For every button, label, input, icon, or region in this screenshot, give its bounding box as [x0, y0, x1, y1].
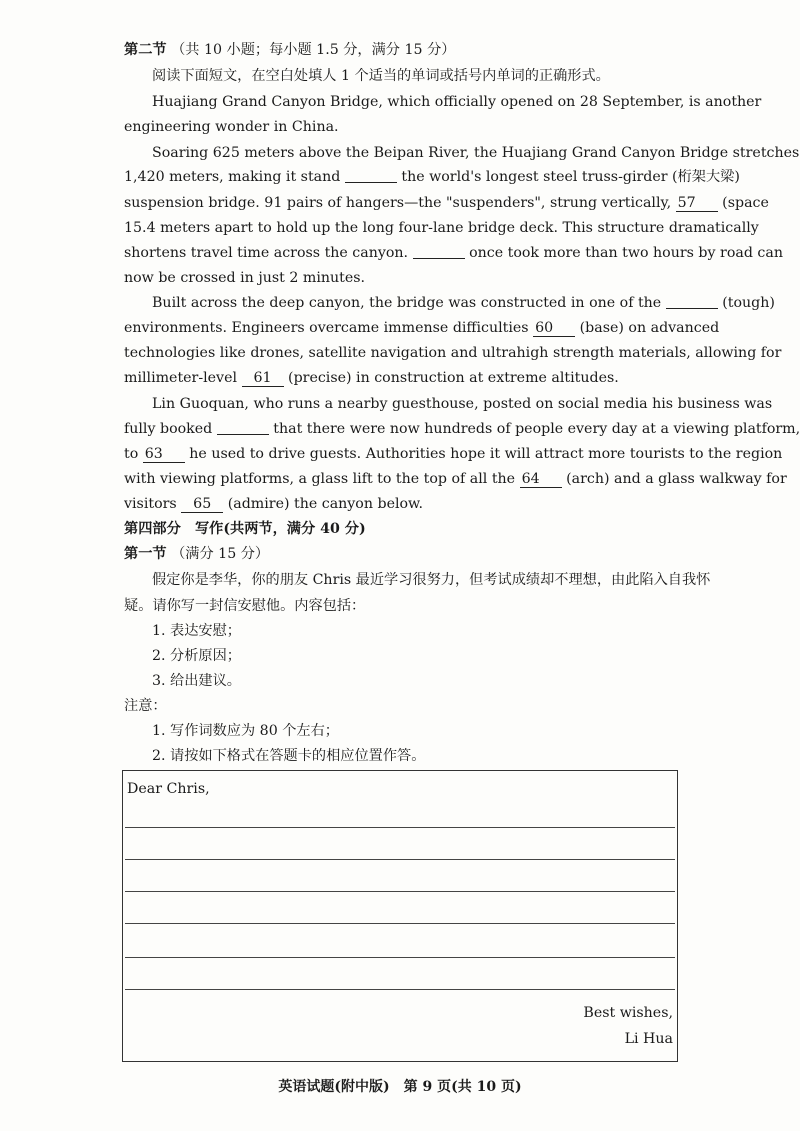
- note-item: 1. 写作词数应为 80 个左右；: [152, 723, 339, 739]
- writing-line: [125, 957, 675, 958]
- passage-line: 15.4 meters apart to hold up the long four-lane bridge deck. This structure dramatically: [124, 220, 759, 236]
- page-footer: 英语试题(附中版) 第 9 页(共 10 页): [278, 1079, 522, 1095]
- passage-line: Soaring 625 meters above the Beipan River, the Huajiang Grand Canyon Bridge stretches: [152, 145, 800, 161]
- answer-blank-63: 63: [143, 446, 185, 463]
- passage-text: millimeter-level: [124, 370, 238, 386]
- answer-blank: [345, 168, 397, 183]
- passage-line: [124, 444, 783, 464]
- part4-heading: 第四部分 写作(共两节，满分 40 分): [124, 521, 366, 537]
- passage-line: [124, 469, 787, 489]
- answer-blank-65: 65: [181, 496, 223, 513]
- passage-text: 1,420 meters, making it stand: [124, 169, 341, 185]
- passage-line: engineering wonder in China.: [124, 119, 339, 135]
- passage-text: he used to drive guests. Authorities hope it will attract more tourists to the region: [189, 446, 783, 462]
- prompt-item: 1. 表达安慰；: [152, 623, 241, 639]
- answer-blank: [413, 244, 465, 259]
- passage-line: now be crossed in just 2 minutes.: [124, 270, 366, 286]
- answer-blank: [666, 294, 718, 309]
- passage-text: once took more than two hours by road can: [469, 245, 783, 261]
- section2-heading-line: [124, 40, 678, 60]
- letter-signature: Li Hua: [624, 1031, 673, 1047]
- writing-line: [125, 827, 675, 828]
- prompt-line: 疑。请你写一封信安慰他。内容包括：: [124, 598, 366, 614]
- letter-closing: Best wishes,: [583, 1005, 673, 1021]
- passage-line: [152, 293, 775, 313]
- answer-blank-61: 61: [242, 370, 284, 387]
- passage-text: shortens travel time across the canyon.: [124, 245, 409, 261]
- prompt-item: 2. 分析原因；: [152, 648, 241, 664]
- passage-line: [124, 243, 783, 263]
- note-item: 2. 请按如下格式在答题卡的相应位置作答。: [152, 748, 426, 764]
- passage-line: [124, 318, 720, 338]
- part4-section1-heading: 第一节: [124, 546, 167, 562]
- passage-line: technologies like drones, satellite navigation and ultrahigh strength materials, allowing for: [124, 345, 782, 361]
- passage-text: (admire) the canyon below.: [227, 496, 424, 512]
- passage-line: Huajiang Grand Canyon Bridge, which officially opened on 28 September, is another: [152, 94, 762, 110]
- answer-blank-57: 57: [676, 195, 718, 212]
- section2-heading-note: （共 10 小题；每小题 1.5 分，满分 15 分）: [171, 42, 456, 58]
- writing-line: [125, 989, 675, 990]
- passage-text: fully booked: [124, 421, 213, 437]
- prompt-line: 假定你是李华，你的朋友 Chris 最近学习很努力，但考试成绩却不理想，由此陷入自我怀: [152, 572, 711, 588]
- passage-line: [124, 419, 800, 439]
- letter-greeting: Dear Chris,: [127, 781, 210, 797]
- part4-section1-note: （满分 15 分）: [171, 546, 270, 562]
- passage-text: the world's longest steel truss-girder (桁架大梁): [401, 169, 740, 185]
- passage-line: Lin Guoquan, who runs a nearby guesthouse, posted on social media his business was: [152, 396, 773, 412]
- passage-text: Built across the deep canyon, the bridge was constructed in one of the: [152, 295, 662, 311]
- passage-text: environments. Engineers overcame immense difficulties: [124, 320, 529, 336]
- notes-label: 注意：: [124, 698, 167, 714]
- passage-text: (base) on advanced: [579, 320, 720, 336]
- passage-text: (tough): [722, 295, 775, 311]
- passage-line: [124, 494, 678, 514]
- passage-text: (precise) in construction at extreme altitudes.: [288, 370, 619, 386]
- writing-line: [125, 859, 675, 860]
- part4-section1-line: [124, 544, 678, 564]
- answer-blank: [217, 420, 269, 435]
- section2-heading: 第二节: [124, 42, 167, 58]
- answer-blank-64: 64: [520, 471, 562, 488]
- passage-line: [124, 167, 740, 187]
- passage-text: (space: [722, 195, 769, 211]
- passage-text: with viewing platforms, a glass lift to the top of all the: [124, 471, 516, 487]
- passage-text: visitors: [124, 496, 177, 512]
- passage-text: that there were now hundreds of people every day at a viewing platform,: [273, 421, 800, 437]
- answer-blank-60: 60: [533, 320, 575, 337]
- passage-line: [124, 193, 769, 213]
- writing-line: [125, 923, 675, 924]
- prompt-item: 3. 给出建议。: [152, 673, 241, 689]
- passage-text: suspension bridge. 91 pairs of hangers—the "suspenders", strung vertically,: [124, 195, 672, 211]
- letter-answer-box: [122, 770, 678, 1062]
- passage-text: to: [124, 446, 139, 462]
- passage-text: (arch) and a glass walkway for: [566, 471, 787, 487]
- writing-line: [125, 891, 675, 892]
- section2-instruction: 阅读下面短文，在空白处填人 1 个适当的单词或括号内单词的正确形式。: [152, 68, 610, 84]
- passage-line: [124, 368, 678, 388]
